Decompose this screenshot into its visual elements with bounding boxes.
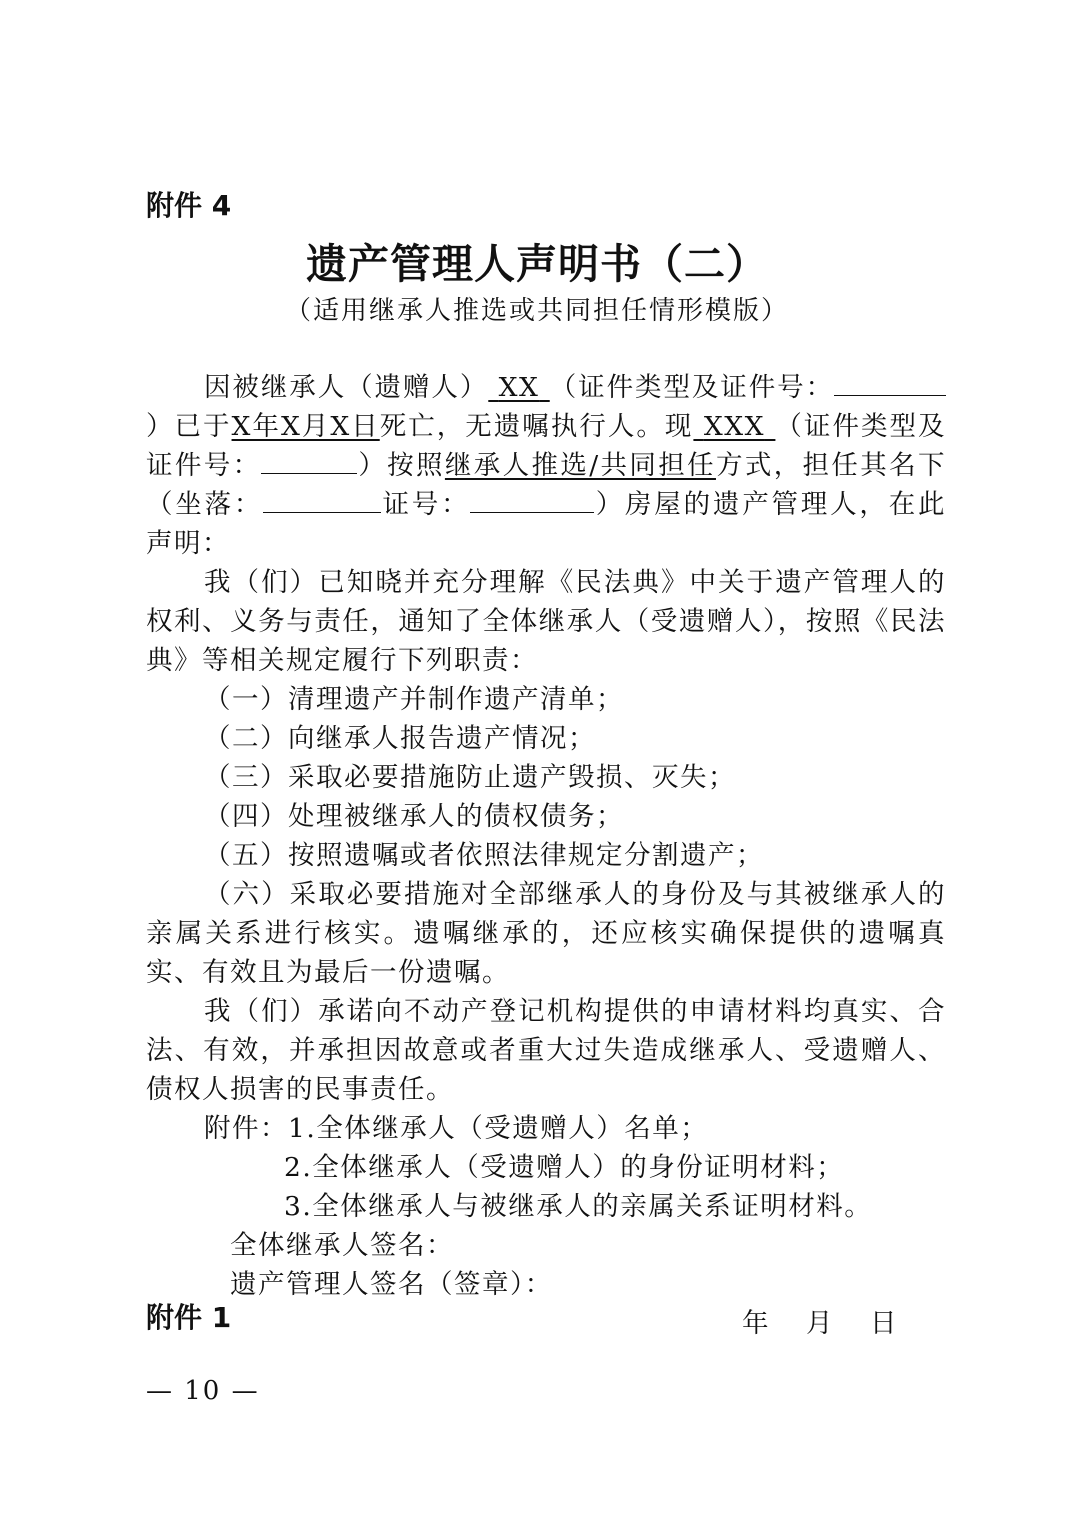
property-location-blank: [263, 486, 381, 513]
attachment-item: 附件：1.全体继承人（受遗赠人）名单；: [204, 1113, 709, 1144]
page-number: — 10 —: [146, 1376, 260, 1406]
commitment-paragraph: 我（们）承诺向不动产登记机构提供的申请材料均真实、合法、有效，并承担因故意或者重大过失造成继承人、受遗赠人、债权人损害的民事责任。: [146, 996, 946, 1105]
death-date-field: X年X月X日: [231, 411, 380, 442]
attachments-label: 附件：: [204, 1113, 288, 1144]
document-title: 遗产管理人声明书（二）: [306, 240, 768, 288]
certificate-number-blank: [470, 486, 594, 513]
footer-attachment-label: 附件 1: [146, 1301, 232, 1334]
document-body: [146, 368, 946, 1343]
document-subtitle: （适用继承人推选或共同担任情形模版）: [284, 296, 789, 326]
decedent-id-blank: [834, 369, 946, 396]
heirs-signature-line: 全体继承人签名：: [230, 1230, 454, 1261]
duty-item: （五）按照遗嘱或者依照法律规定分割遗产；: [204, 840, 764, 871]
appointment-method-field: 继承人推选/共同担任: [444, 450, 716, 481]
decedent-name-field: XX: [498, 372, 540, 403]
attachment-item: 2.全体继承人（受遗赠人）的身份证明材料；: [284, 1152, 845, 1183]
date-year: 年: [742, 1308, 770, 1339]
duty-item: （一）清理遗产并制作遗产清单；: [204, 684, 624, 715]
duty-item: （六）采取必要措施对全部继承人的身份及与其被继承人的亲属关系进行核实。遗嘱继承的，还应核实确保提供的遗嘱真实、有效且为最后一份遗嘱。: [146, 879, 946, 988]
date-line: [146, 1301, 946, 1343]
declaration-paragraph: 因被继承人（遗赠人） XX （证件类型及证件号：）已于X年X月X日死亡，无遗嘱执行人。现 XXX （证件类型及证件号： ）按照继承人推选/共同担任方式，担任其名下（坐落： 证号： ）房屋的遗产管理人，在此声明：: [146, 368, 946, 563]
duty-item: （四）处理被继承人的债权债务；: [204, 801, 624, 832]
duty-item: （二）向继承人报告遗产情况；: [204, 723, 596, 754]
attachment-item: 3.全体继承人与被继承人的亲属关系证明材料。: [284, 1191, 873, 1222]
manager-name-field: XXX: [703, 411, 765, 442]
date-day: 日: [870, 1308, 898, 1339]
knowledge-paragraph: 我（们）已知晓并充分理解《民法典》中关于遗产管理人的权利、义务与责任，通知了全体继承人（受遗赠人），按照《民法典》等相关规定履行下列职责：: [146, 567, 946, 676]
duty-item: （三）采取必要措施防止遗产毁损、灭失；: [204, 762, 736, 793]
attachment-label: 附件 4: [146, 189, 232, 222]
manager-id-blank: [261, 447, 357, 474]
manager-signature-line: 遗产管理人签名（签章）：: [230, 1269, 553, 1300]
date-month: 月: [806, 1308, 834, 1339]
